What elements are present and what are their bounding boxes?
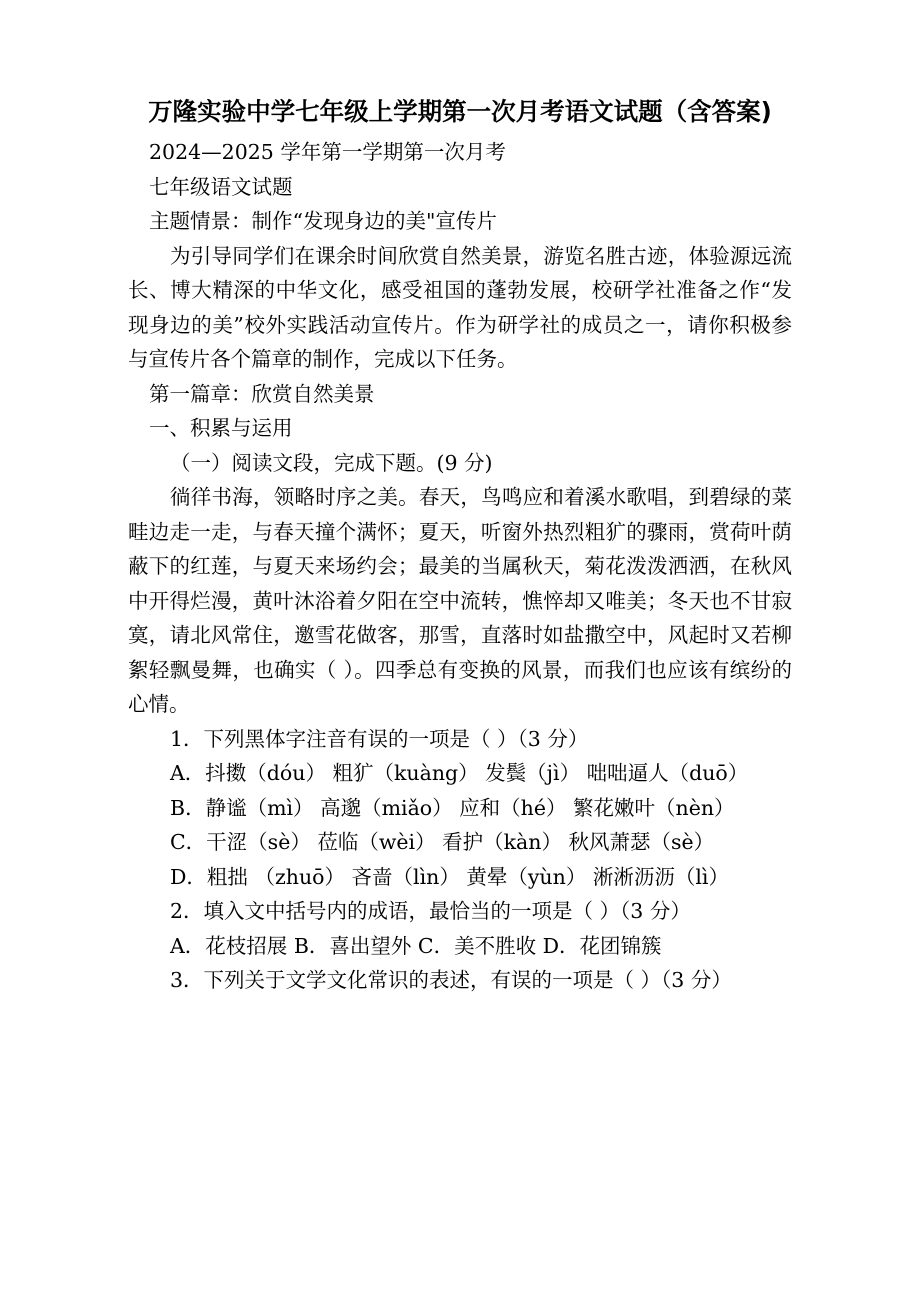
question-1-option-a: A．抖擞（dóu） 粗犷（kuàng） 发鬓（jì） 咄咄逼人（duō）: [170, 761, 749, 785]
question-1: 1．下列黑体字注音有误的一项是（ ）（3 分）: [170, 726, 589, 751]
intro-paragraph: 为引导同学们在课余时间欣赏自然美景，游览名胜古迹，体验源远流长、博大精深的中华文化，感受祖国的蓬勃发展，校研学社准备之作“发现身边的美”校外实践活动宣传片。作为研学社的成员之一，请你积极参与宣传片各个篇章的制作，完成以下任务。: [128, 243, 792, 371]
theme-line: 主题情景：制作“发现身边的美"宣传片: [149, 209, 497, 233]
subsection-heading: （一）阅读文段，完成下题。(9 分): [170, 450, 493, 475]
semester-line: 2024—2025 学年第一学期第一次月考: [149, 140, 506, 164]
question-1-option-c: C．干涩（sè） 莅临（wèi） 看护（kàn） 秋风萧瑟（sè）: [170, 830, 715, 854]
question-3: 3．下列关于文学文化常识的表述，有误的一项是（ ）（3 分）: [170, 968, 732, 992]
question-1-option-d: D．粗拙 （zhuō） 吝啬（lìn） 黄晕（yùn） 淅淅沥沥（lì）: [170, 864, 729, 889]
question-2: 2．填入文中括号内的成语，最恰当的一项是（ ）（3 分）: [170, 899, 691, 923]
question-2-options: A．花枝招展 B．喜出望外 C．美不胜收 D．花团锦簇: [170, 933, 662, 958]
chapter-heading: 第一篇章：欣赏自然美景: [149, 381, 375, 406]
section-heading: 一、积累与运用: [149, 416, 293, 440]
question-1-option-b: B．静谧（mì） 高邈（miǎo） 应和（hé） 繁花嫩叶（nèn）: [170, 795, 735, 820]
page-title: 万隆实验中学七年级上学期第一次月考语文试题（含答案): [148, 97, 772, 126]
reading-passage: 徜徉书海，领略时序之美。春天，鸟鸣应和着溪水歌唱，到碧绿的菜畦边走一走，与春天撞个满怀；夏天，听窗外热烈粗犷的骤雨，赏荷叶荫蔽下的红莲，与夏天来场约会；最美的当属秋天，菊花泼泼洒洒，在秋风中开得烂漫，黄叶沐浴着夕阳在空中流转，憔悴却又唯美；冬天也不甘寂寞，请北风常住，邀雪花做客，那雪，直落时如盐撒空中，风起时又若柳絮轻飘曼舞，也确实（ ）。四季总有变换的风景，而我们也应该有缤纷的心情。: [128, 485, 792, 716]
subject-line: 七年级语文试题: [149, 174, 293, 199]
